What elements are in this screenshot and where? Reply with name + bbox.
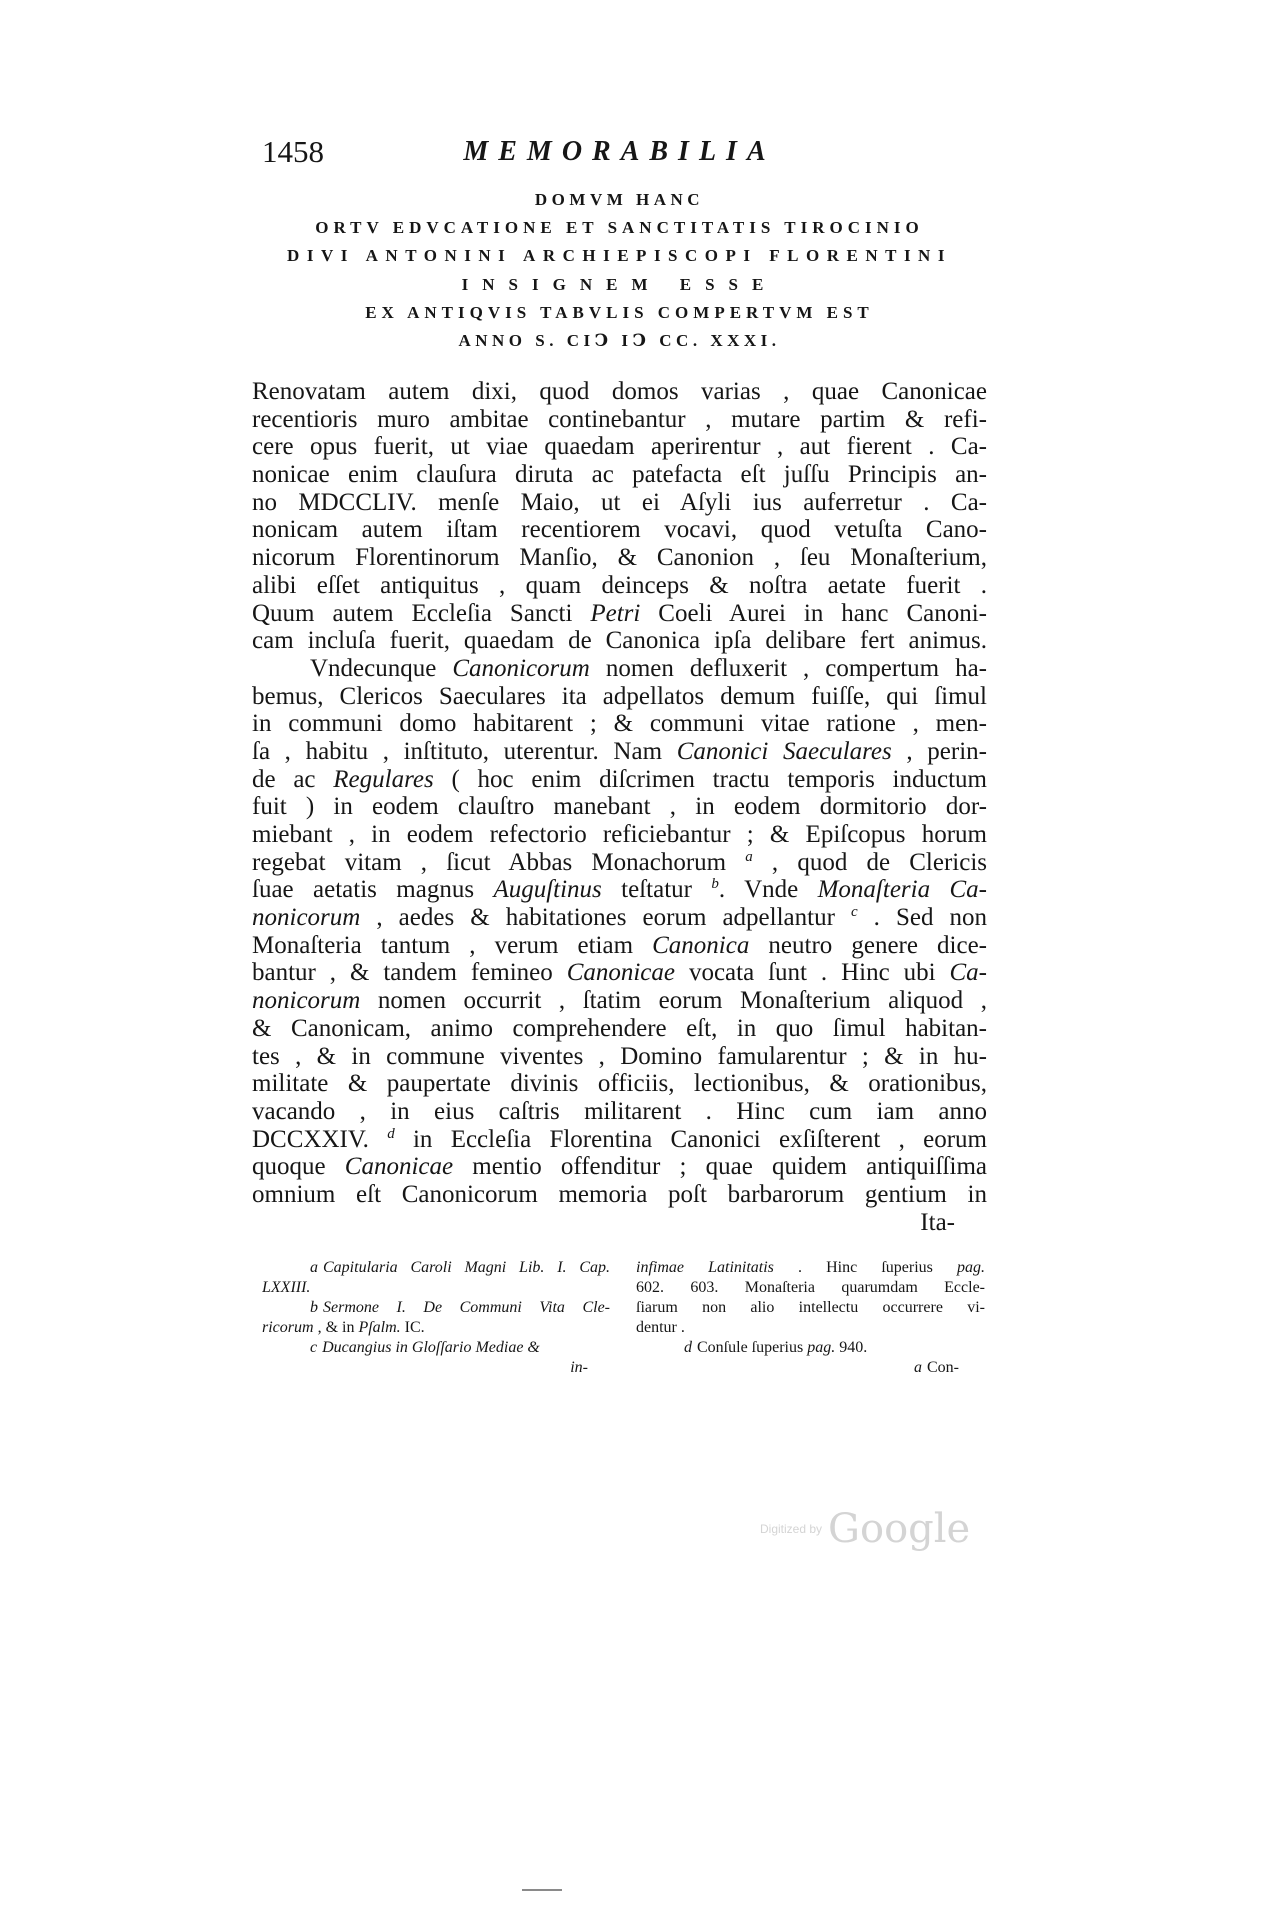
body-text — [252, 378, 987, 1236]
text-line — [252, 461, 987, 489]
footnote — [262, 1338, 610, 1358]
footnote-reference: d — [387, 1125, 395, 1142]
text-segment: nonicam autem iſtam recentiorem vocavi, quod vetuſta Cano- — [252, 516, 987, 544]
page-number: 1458 — [262, 134, 324, 169]
page-edge-mark — [522, 1889, 562, 1891]
text-line — [252, 683, 987, 711]
inscription-line: EX ANTIQVIS TABVLIS COMPERTVM EST — [365, 302, 874, 322]
text-line — [252, 766, 987, 794]
text-line — [252, 655, 987, 683]
text-line — [252, 987, 987, 1015]
footnote-line — [262, 1318, 610, 1338]
text-line — [252, 904, 987, 932]
watermark-brand: Google — [828, 1506, 971, 1552]
text-line — [252, 572, 987, 600]
footnote-marker: c — [310, 1339, 318, 1356]
text-line — [252, 849, 987, 877]
text-segment: no MDCCLIV. menſe Maio, ut ei Aſyli ius auferretur . Ca- — [252, 488, 987, 516]
italic-text: nonicorum — [252, 904, 361, 932]
text-segment: . Sed non — [857, 904, 987, 932]
text-line — [252, 544, 987, 572]
text-segment: 602. 603. Monaſteria quarumdam Eccle- — [636, 1279, 985, 1296]
text-segment: dentur . — [636, 1319, 685, 1336]
footnote-catchword — [636, 1358, 985, 1378]
text-segment: quoque — [252, 1153, 345, 1181]
italic-text: infimae Latinitatis — [636, 1259, 774, 1276]
inscription-line: ANNO S. CIↃ IↃ CC. XXXI. — [458, 331, 781, 351]
italic-text: Petri — [590, 599, 641, 627]
text-segment: in communi domo habitarent ; & communi vitae ratione , men- — [252, 710, 987, 738]
text-segment: , aedes & habitationes eorum adpellantur — [360, 904, 851, 932]
text-segment: Quum autem Eccleſia Sancti — [252, 599, 591, 627]
text-segment: Conſule ſuperius — [697, 1339, 808, 1356]
text-line — [252, 710, 987, 738]
footnote-line — [262, 1298, 610, 1318]
inscription — [252, 186, 987, 355]
footnote-marker: a — [914, 1359, 922, 1376]
text-line — [252, 821, 987, 849]
italic-text: pag. — [957, 1259, 985, 1276]
footnote — [636, 1338, 985, 1358]
text-segment: militate & paupertate divinis officiis, lectionibus, & orationibus, — [252, 1070, 987, 1098]
text-line — [252, 1126, 987, 1154]
footnote — [262, 1258, 610, 1298]
italic-text: Monaſteria Ca- — [817, 876, 987, 904]
italic-text: ricorum — [262, 1319, 314, 1336]
text-line — [252, 959, 987, 987]
text-line — [252, 1098, 987, 1126]
text-segment: nicorum Florentinorum Manſio, & Canonion , ſeu Monaſterium, — [252, 544, 987, 572]
inscription-line: DIVI ANTONINI ARCHIEPISCOPI FLORENTINI — [287, 246, 952, 266]
text-segment: de ac — [252, 765, 334, 793]
text-segment: bemus, Clericos Saeculares ita adpellatos demum fuiſſe, qui ſimul — [252, 682, 987, 710]
italic-text: Capitularia Caroli Magni Lib. I. Cap. — [323, 1259, 610, 1276]
text-segment: . Hinc ſuperius — [773, 1259, 957, 1276]
text-segment: 940. — [835, 1339, 868, 1356]
text-line — [252, 1153, 987, 1181]
text-segment: alibi eſſet antiquitus , quam deinceps & noſtra aetate fuerit . — [252, 571, 987, 599]
footnote-reference: c — [850, 904, 858, 921]
running-head: MEMORABILIA — [463, 136, 776, 167]
italic-text: Canonicorum — [452, 654, 590, 682]
text-line — [252, 738, 987, 766]
footnote-line — [636, 1298, 985, 1318]
text-line — [252, 876, 987, 904]
footnote-reference: a — [745, 848, 753, 865]
text-segment: recentioris muro ambitae continebantur , mutare partim & refi- — [252, 405, 987, 433]
watermark — [760, 1506, 970, 1552]
text-segment: ſuae aetatis magnus — [252, 876, 494, 904]
italic-text: Ca- — [949, 959, 987, 987]
italic-text: Canonici Saeculares — [676, 737, 892, 765]
watermark-prefix: Digitized by — [760, 1522, 823, 1536]
text-line — [252, 489, 987, 517]
text-line — [252, 433, 987, 461]
text-line — [252, 1181, 987, 1209]
text-segment: miebant , in eodem refectorio reficiebantur ; & Epiſcopus horum — [252, 821, 987, 848]
italic-text: Canonicae — [344, 1153, 454, 1181]
text-segment: Renovatam autem dixi, quod domos varias , quae Canonicae — [252, 378, 987, 405]
catchword: Ita- — [920, 1208, 955, 1236]
italic-text: Sermone I. De Communi Vita Cle- — [323, 1299, 610, 1316]
text-segment: vocata ſunt . Hinc ubi — [675, 959, 950, 987]
text-line — [252, 406, 987, 434]
inscription-line: DOMVM HANC — [534, 190, 705, 209]
text-segment: cere opus fuerit, ut viae quaedam aperirentur , aut fierent . Ca- — [252, 433, 987, 461]
footnote-line — [636, 1278, 985, 1298]
footnotes-right-column — [636, 1258, 985, 1378]
text-segment: ſa , habitu , inſtituto, uterentur. Nam — [252, 737, 677, 765]
text-line — [252, 793, 987, 821]
text-line — [252, 1043, 987, 1071]
italic-text: LXXIII. — [262, 1279, 311, 1296]
footnote-line — [636, 1338, 985, 1358]
text-segment: DCCXXIV. — [252, 1125, 388, 1153]
text-segment: , perin- — [891, 737, 987, 765]
text-line — [252, 600, 987, 628]
text-segment: IC. — [400, 1319, 425, 1336]
italic-text: pag. — [807, 1339, 836, 1356]
text-segment: teſtatur — [601, 876, 712, 904]
footnote-line — [262, 1338, 610, 1358]
text-line — [252, 627, 987, 655]
footnote-catchword: in- — [570, 1359, 588, 1376]
footnote-line — [262, 1278, 610, 1298]
inscription-line: INSIGNEM ESSE — [461, 274, 778, 294]
footnote-line — [636, 1318, 985, 1338]
italic-text: Ducangius in Gloſſario Mediae & — [322, 1339, 540, 1356]
text-segment: nomen defluxerit , compertum ha- — [589, 654, 987, 682]
footnote-line — [262, 1258, 610, 1278]
text-segment: nomen occurrit , ſtatim eorum Monaſterium aliquod , — [360, 987, 987, 1015]
text-line — [252, 932, 987, 960]
italic-text: Canonicae — [566, 959, 676, 987]
text-segment: neutro genere dice- — [749, 931, 987, 959]
text-segment: Vndecunque — [310, 654, 453, 682]
text-segment: regebat vitam , ſicut Abbas Monachorum — [252, 848, 746, 876]
text-line — [252, 1015, 987, 1043]
text-segment: vacando , in eius caſtris militarent . Hinc cum iam anno — [252, 1097, 987, 1125]
footnote — [262, 1298, 610, 1338]
text-segment: omnium eſt Canonicorum memoria poſt barbarorum gentium in — [252, 1180, 987, 1208]
text-segment: Con- — [927, 1359, 959, 1376]
text-segment: mentio offenditur ; quae quidem antiquiſſima — [453, 1153, 987, 1181]
footnote-marker: d — [684, 1339, 692, 1356]
text-segment: Coeli Aurei in hanc Canoni- — [640, 599, 987, 627]
text-segment: Monaſteria tantum , verum etiam — [252, 931, 653, 959]
text-segment: fuit ) in eodem clauſtro manebant , in eodem dormitorio dor- — [252, 793, 987, 821]
footnote-marker: b — [310, 1299, 318, 1316]
text-line — [252, 516, 987, 544]
text-segment: ( hoc enim diſcrimen tractu temporis inductum — [433, 765, 987, 793]
italic-text: nonicorum — [252, 987, 361, 1015]
text-segment: , & in — [313, 1319, 359, 1336]
text-segment: ſiarum non alio intellectu occurrere vi- — [636, 1299, 985, 1316]
italic-text: Pſalm. — [358, 1319, 401, 1336]
text-segment: & Canonicam, animo comprehendere eſt, in quo ſimul habitan- — [252, 1014, 987, 1042]
inscription-line: ORTV EDVCATIONE ET SANCTITATIS TIROCINIO — [315, 218, 924, 238]
text-segment: cam incluſa fuerit, quaedam de Canonica ipſa delibare fert animus. — [252, 627, 987, 655]
italic-text: Canonica — [652, 931, 750, 959]
text-segment: , quod de Clericis — [752, 848, 987, 876]
footnotes-left-column — [262, 1258, 610, 1378]
footnote-marker: a — [310, 1259, 318, 1276]
text-segment: bantur , & tandem femineo — [252, 959, 567, 987]
footnote-reference: b — [711, 876, 719, 893]
italic-text: Auguſtinus — [493, 876, 602, 904]
footnote-line — [636, 1258, 985, 1278]
text-segment: . Vnde — [718, 876, 818, 904]
text-line — [252, 378, 987, 406]
text-line — [252, 1070, 987, 1098]
footnote — [636, 1258, 985, 1338]
text-segment: tes , & in commune viventes , Domino famularentur ; & in hu- — [252, 1042, 987, 1070]
italic-text: Regulares — [333, 765, 434, 793]
text-segment: in Eccleſia Florentina Canonici exſiſterent , eorum — [394, 1125, 987, 1153]
text-segment: nonicae enim clauſura diruta ac patefacta eſt juſſu Principis an- — [252, 461, 987, 489]
